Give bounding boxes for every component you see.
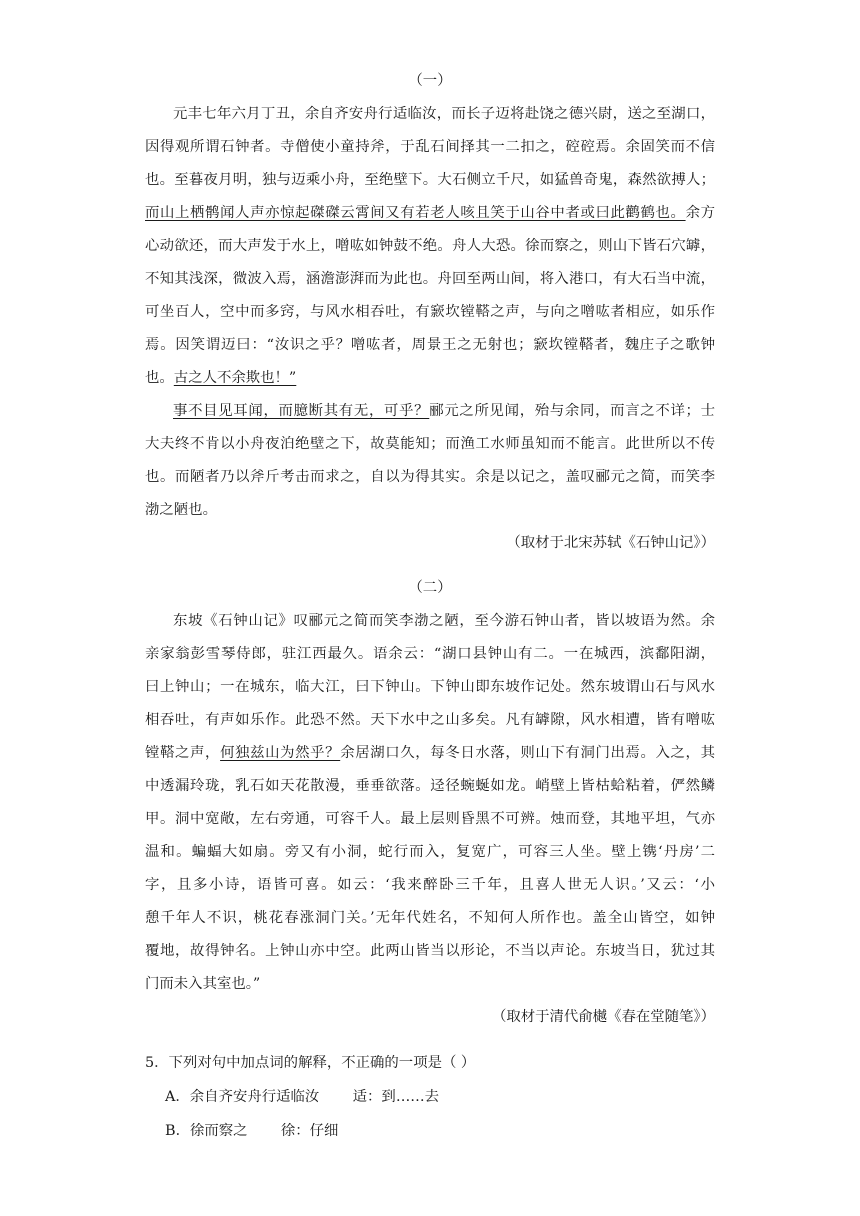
text-line: 大夫终不肯以小舟夜泊绝壁之下，故莫能知；而渔工水师虽知而不能言。此世所以不传 xyxy=(145,436,715,452)
text-line: 中透漏玲珑，乳石如天花散漫，垂垂欲落。迳径蜿蜒如龙。峭壁上皆枯蛤粘着，俨然鳞 xyxy=(145,778,715,794)
text-line: 不知其浅深，微波入焉，涵澹澎湃而为此也。舟回至两山间，将入港口，有大石当中流， xyxy=(145,271,715,287)
text-line xyxy=(145,737,715,770)
text-fragment: 镗鞳之声， xyxy=(145,745,221,761)
question-block xyxy=(145,1046,725,1148)
source-citation: （取材于清代俞樾《春在堂随笔》） xyxy=(491,1009,715,1025)
text-line: 元丰七年六月丁丑，余自齐安舟行适临汝，而长子迈将赴饶之德兴尉，送之至湖口， xyxy=(173,106,715,122)
source-citation: （取材于北宋苏轼《石钟山记》） xyxy=(506,535,715,551)
question-stem: 5．下列对句中加点词的解释，不正确的一项是（ ） xyxy=(145,1055,476,1071)
text-line: 因得观所谓石钟者。寺僧使小童持斧，于乱石间择其一二扣之，硿硿焉。余固笑而不信 xyxy=(145,139,715,155)
part-one xyxy=(145,65,715,560)
text-fragment: 也。 xyxy=(145,370,174,386)
underlined-sentence: 何独兹山为然乎？ xyxy=(220,745,341,761)
part-one-heading: （一） xyxy=(408,73,452,89)
text-line: 相吞吐，有声如乐作。此恐不然。天下水中之山多矣。凡有罅隙，风水相遭，皆有噌吰 xyxy=(145,712,715,728)
part-two xyxy=(145,572,715,1034)
text-line: 温和。蝙蝠大如扇。旁又有小洞，蛇行而入，复宽广，可容三人坐。壁上镌‘丹房’二 xyxy=(145,844,715,860)
text-line: 焉。因笑谓迈曰：“汝识之乎？噌吰者，周景王之无射也；窾坎镗鞳者，魏庄子之歌钟 xyxy=(145,337,715,353)
option-a: A．余自齐安舟行适临汝 适：到……去 xyxy=(165,1089,439,1105)
option-b: B．徐而察之 徐：仔细 xyxy=(165,1123,339,1139)
underlined-sentence: 而山上栖鹘闻人声亦惊起磔磔云霄间又有若老人咳且笑于山谷中者或曰此鹳鹤也。 xyxy=(145,205,686,221)
part-two-heading: （二） xyxy=(408,580,452,596)
text-line: 渤之陋也。 xyxy=(145,502,217,518)
text-line: 甲。洞中宽敞，左右旁通，可容千人。最上层则昏黑不可辨。烛而登，其地平坦，气亦 xyxy=(145,811,715,827)
text-fragment: 余居湖口久，每冬日水落，则山下有洞门出焉。入之，其 xyxy=(340,745,715,761)
text-line xyxy=(145,197,715,230)
text-line: 覆地，故得钟名。上钟山亦中空。此两山皆当以形论，不当以声论。东坡当日，犹过其 xyxy=(145,943,715,959)
text-line xyxy=(145,362,715,395)
text-line: 东坡《石钟山记》叹郦元之简而笑李渤之陋，至今游石钟山者，皆以坡语为然。余 xyxy=(173,613,715,629)
text-line: 也。至暮夜月明，独与迈乘小舟，至绝壁下。大石侧立千尺，如猛兽奇鬼，森然欲搏人； xyxy=(145,172,715,188)
text-fragment: 余方 xyxy=(685,205,715,221)
text-line: 可坐百人，空中而多窍，与风水相吞吐，有窾坎镗鞳之声，与向之噌吰者相应，如乐作 xyxy=(145,304,715,320)
text-fragment: 郦元之所见闻，殆与余同，而言之不详；士 xyxy=(429,403,715,419)
underlined-sentence: 事不目见耳闻，而臆断其有无，可乎？ xyxy=(173,403,430,419)
text-line: 门而未入其室也。” xyxy=(145,976,261,992)
text-line: 字，且多小诗，语皆可喜。如云：‘我来醉卧三千年，且喜人世无人识。’又云：‘小 xyxy=(145,877,715,893)
text-line: 憩千年人不识，桃花春涨洞门关。’无年代姓名，不知何人所作也。盖全山皆空，如钟 xyxy=(145,910,715,926)
text-line: 曰上钟山；一在城东，临大江，曰下钟山。下钟山即东坡作记处。然东坡谓山石与风水 xyxy=(145,679,715,695)
text-line xyxy=(145,395,715,428)
underlined-sentence: 古之人不余欺也！” xyxy=(173,370,297,386)
text-line: 心动欲还，而大声发于水上，噌吰如钟鼓不绝。舟人大恐。徐而察之，则山下皆石穴罅， xyxy=(145,238,715,254)
text-line: 亲家翁彭雪琴侍郎，驻江西最久。语余云：“湖口县钟山有二。一在城西，滨鄱阳湖， xyxy=(145,646,715,662)
text-line: 也。而陋者乃以斧斤考击而求之，自以为得其实。余是以记之，盖叹郦元之简，而笑李 xyxy=(145,469,715,485)
